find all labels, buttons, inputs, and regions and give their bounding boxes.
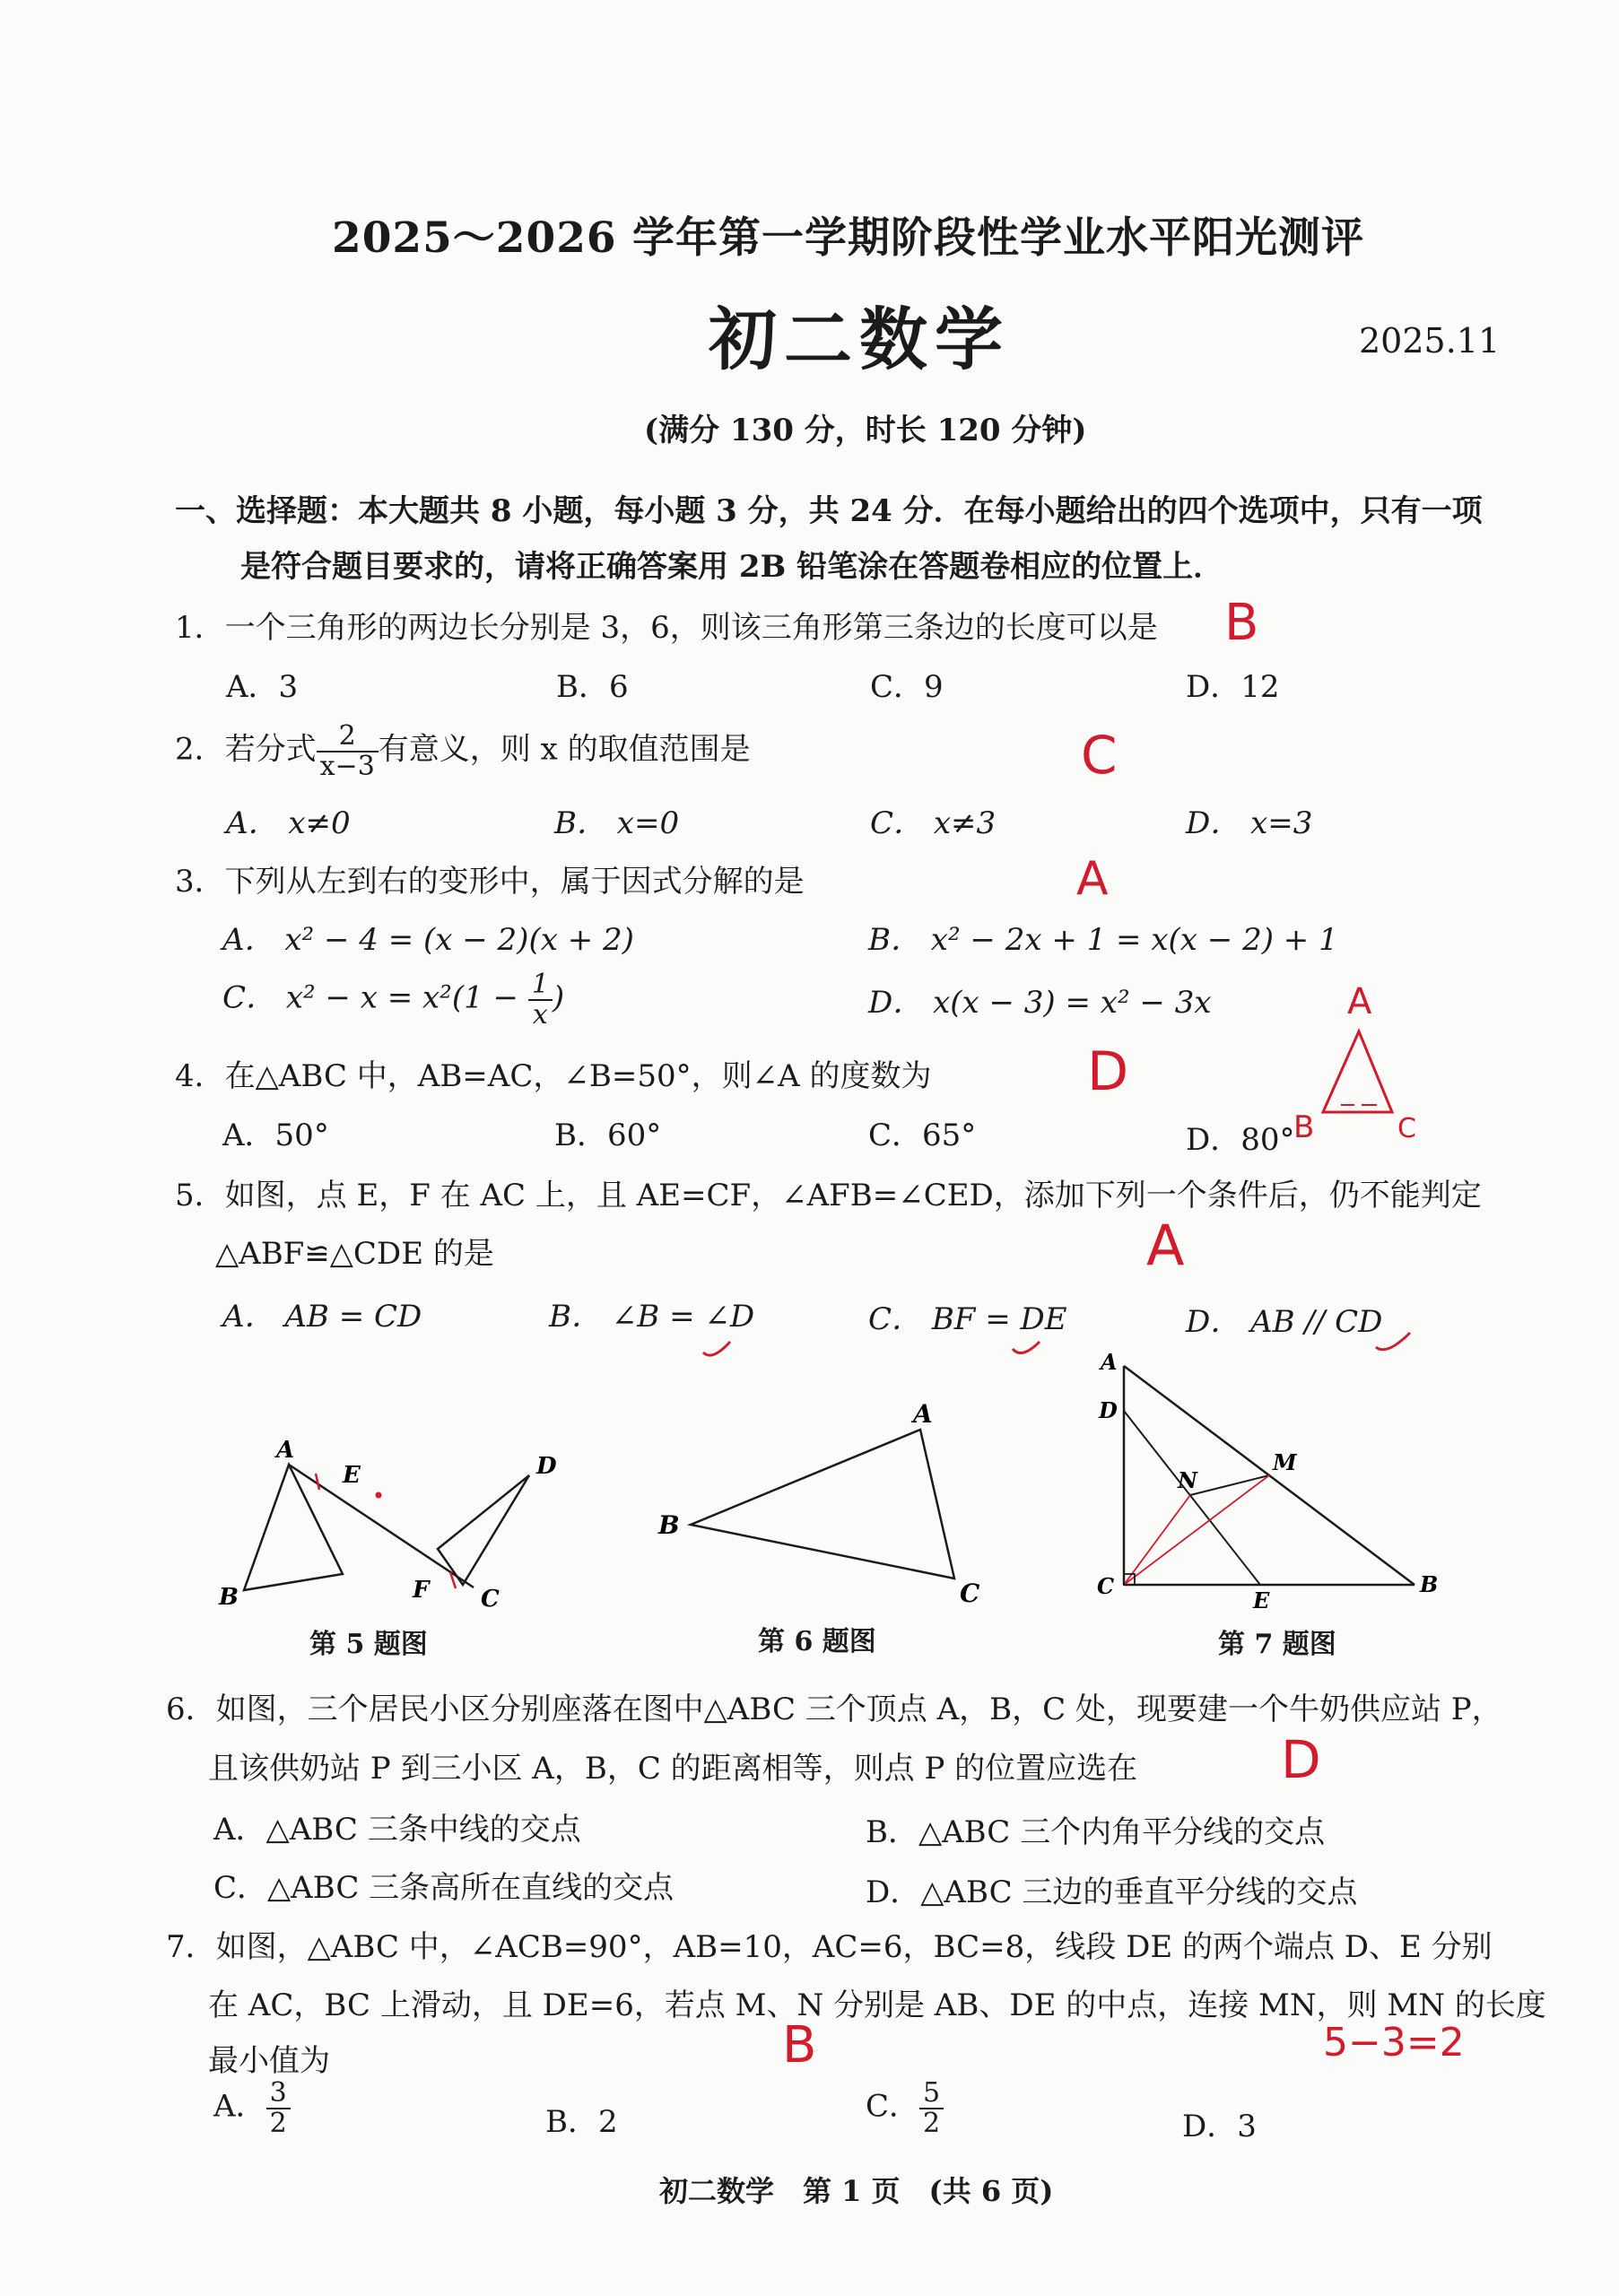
exam-info: (满分 130 分，时长 120 分钟) [644,413,1087,448]
q7-stem-line2: 在 AC，BC 上滑动，且 DE=6，若点 M、N 分别是 AB、DE 的中点，连接 MN，则 MN 的长度 [208,1987,1546,2023]
q2-stem [175,722,751,780]
fig7-label-d: D [1099,1397,1118,1423]
fig5-label-d: D [536,1453,557,1480]
q4-option-a: A．50° [222,1118,329,1153]
q1-option-c: C．9 [870,669,944,705]
q6-option-a: A．△ABC 三条中线的交点 [213,1812,581,1848]
q6-stem-line2: 且该供奶站 P 到三小区 A，B，C 的距离相等，则点 P 的位置应选在 [208,1751,1138,1787]
figure-7 [1081,1350,1458,1619]
q5-option-b-tick [700,1336,736,1363]
subject-title: 初二数学 [709,300,1010,379]
q7-option-a-label: A． [213,2088,266,2125]
figure-6-caption: 第 6 题图 [758,1626,876,1657]
q3-option-a: A． x² − 4 = (x − 2)(x + 2) [222,922,634,958]
q4-sketch-label-c: C [1397,1113,1416,1144]
q7-option-a-numerator: 3 [266,2079,291,2109]
q2-fraction [317,722,379,780]
fig7-red-line-cn [1124,1495,1190,1585]
section-instructions-line1: 一、选择题：本大题共 8 小题，每小题 3 分，共 24 分．在每小题给出的四个选项中，只有一项 [175,493,1483,529]
fig5-triangle-abf [244,1465,343,1590]
q5-option-d: D． AB // CD [1186,1304,1383,1340]
q7-option-a-denominator: 2 [269,2107,287,2139]
q6-stem-line1: 6．如图，三个居民小区分别座落在图中△ABC 三个顶点 A，B，C 处，现要建一个牛奶供应站 P， [166,1692,1502,1727]
q3-option-c-numerator: 1 [528,970,553,1001]
q7-option-c-fraction [919,2079,944,2137]
exam-title: 2025～2026 学年第一学期阶段性学业水平阳光测评 [332,213,1364,263]
figure-5 [206,1431,583,1619]
q3-option-c-fraction [528,970,553,1029]
q1-option-d: D．12 [1186,669,1280,705]
q7-option-c-label: C． [866,2088,920,2125]
section-instructions-line2: 是符合题目要求的，请将正确答案用 2B 铅笔涂在答题卷相应的位置上． [240,549,1224,585]
fig5-label-b: B [219,1584,239,1611]
q6-option-c: C．△ABC 三条高所在直线的交点 [213,1870,675,1906]
q2-option-a: A． x≠0 [226,805,351,841]
fig7-label-n: N [1178,1467,1197,1493]
q1-stem: 1．一个三角形的两边长分别是 3，6，则该三角形第三条边的长度可以是 [175,610,1158,646]
q7-option-d: D．3 [1182,2109,1257,2144]
q3-stem: 3．下列从左到右的变形中，属于因式分解的是 [175,864,805,900]
q7-option-a-fraction [266,2079,291,2137]
q7-option-b: B．2 [545,2104,618,2140]
exam-date: 2025.11 [1359,321,1501,361]
q7-stem-line1: 7．如图，△ABC 中，∠ACB=90°，AB=10，AC=6，BC=8，线段 DE 的两个端点 D、E 分别 [166,1929,1493,1965]
fig5-red-dot [376,1492,382,1499]
q7-handwritten-work: 5−3=2 [1323,2020,1465,2066]
fig5-line-ac [289,1465,474,1587]
q3-handwritten-answer: A [1076,852,1109,906]
q4-option-d: D．80° [1186,1122,1295,1158]
fig5-label-a: A [276,1437,295,1464]
q2-option-b: B． x=0 [554,805,680,841]
q6-option-b: B．△ABC 三个内角平分线的交点 [866,1814,1326,1850]
q6-option-d: D．△ABC 三边的垂直平分线的交点 [866,1874,1358,1910]
q7-option-c-denominator: 2 [923,2107,941,2139]
fig6-label-c: C [960,1578,980,1608]
q7-option-c [866,2079,944,2137]
q4-sketch-label-a: A [1347,981,1372,1022]
figure-6 [646,1399,1005,1614]
fig7-label-a: A [1101,1350,1118,1375]
q4-handwritten-triangle-sketch [1292,978,1426,1157]
figure-7-caption: 第 7 题图 [1218,1629,1336,1660]
q4-sketch-label-b: B [1293,1109,1315,1145]
q2-fraction-numerator: 2 [317,722,379,752]
q7-stem-line3: 最小值为 [208,2043,330,2079]
q7-handwritten-answer: B [782,2016,817,2074]
q5-stem-line2: △ABF≌△CDE 的是 [215,1236,494,1272]
fig5-label-c: C [481,1586,500,1613]
q3-option-c-pre: C． x² − x = x²(1 − [222,979,528,1016]
fig6-label-a: A [913,1399,933,1429]
q2-option-d: D． x=3 [1186,805,1313,841]
q2-handwritten-answer: C [1081,725,1118,786]
q3-option-c [222,970,564,1029]
q5-option-a: A． AB = CD [222,1299,422,1335]
q6-handwritten-answer: D [1281,1729,1321,1790]
q2-option-c: C． x≠3 [870,805,997,841]
q5-option-c-tick [1009,1335,1045,1361]
q4-option-b: B．60° [554,1118,662,1153]
q4-stem: 4．在△ABC 中，AB=AC，∠B=50°，则∠A 的度数为 [175,1058,932,1094]
q7-option-a [213,2079,291,2137]
page-footer: 初二数学 第 1 页 (共 6 页) [659,2174,1054,2208]
q5-handwritten-answer: A [1146,1213,1185,1278]
q5-option-c: C． BF = DE [868,1301,1067,1337]
fig5-triangle-cde [438,1475,529,1585]
q3-option-c-denominator: x [532,998,548,1031]
fig5-label-e: E [343,1462,361,1489]
q2-stem-post: 有意义，则 x 的取值范围是 [378,731,751,768]
q2-fraction-denominator: x−3 [319,750,375,782]
fig6-label-b: B [658,1510,680,1540]
q3-option-d: D． x(x − 3) = x² − 3x [868,985,1212,1021]
q4-handwritten-answer: D [1087,1040,1129,1103]
fig7-label-b: B [1420,1571,1439,1597]
fig7-label-m: M [1273,1449,1297,1475]
q5-stem-line1: 5．如图，点 E，F 在 AC 上，且 AE=CF，∠AFB=∠CED，添加下列一个条件后，仍不能判定 [175,1178,1482,1213]
fig7-label-c: C [1097,1573,1115,1599]
q7-option-c-numerator: 5 [919,2079,944,2109]
q5-option-b: B． ∠B = ∠D [549,1299,755,1335]
fig6-triangle-abc [691,1430,954,1578]
q3-option-c-post: ) [552,979,565,1016]
q1-option-b: B．6 [556,669,629,705]
fig5-label-f: F [413,1577,430,1604]
fig7-label-e: E [1253,1587,1270,1613]
q1-handwritten-answer: B [1224,594,1259,652]
q1-option-a: A．3 [226,669,299,705]
q4-option-c: C．65° [868,1118,977,1153]
q3-option-b: B． x² − 2x + 1 = x(x − 2) + 1 [868,922,1338,958]
q2-stem-pre: 2．若分式 [175,731,317,768]
figure-5-caption: 第 5 题图 [309,1629,428,1660]
